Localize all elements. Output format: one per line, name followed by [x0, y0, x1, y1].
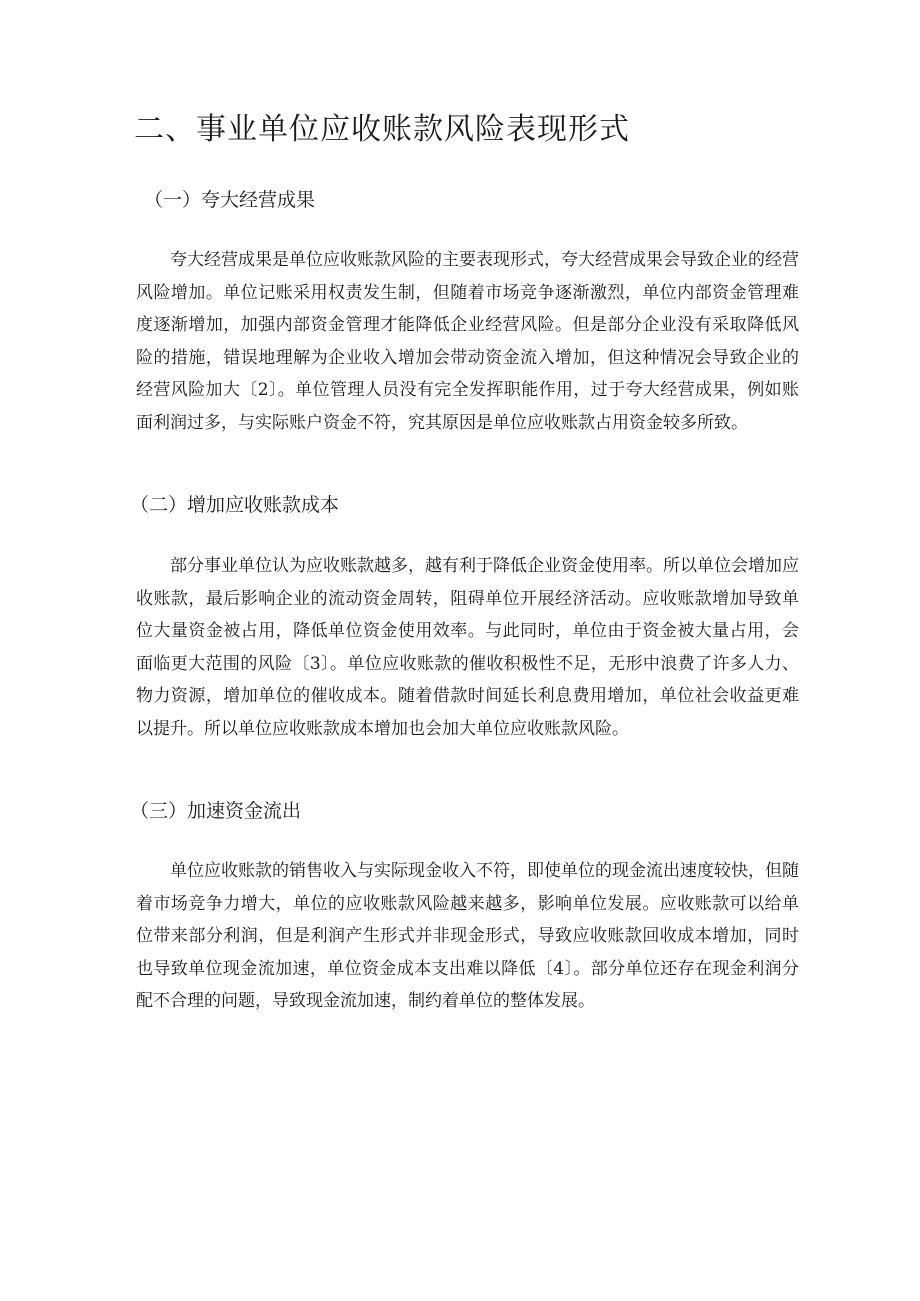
- section-heading-1: （一）夸大经营成果: [144, 189, 316, 211]
- paragraph-line: 度逐渐增加，加强内部资金管理才能降低企业经营风险。但是部分企业没有采取降低风: [136, 315, 799, 336]
- paragraph-line: 面利润过多，与实际账户资金不符，究其原因是单位应收账款占用资金较多所致。: [136, 412, 748, 433]
- paragraph-line: 物力资源，增加单位的催收成本。随着借款时间延长利息费用增加，单位社会收益更难: [136, 686, 799, 707]
- paragraph-line: 位带来部分利润，但是利润产生形式并非现金形式，导致应收账款回收成本增加，同时: [136, 926, 799, 947]
- paragraph-line: 经营风险加大〔2〕。单位管理人员没有完全发挥职能作用，过于夸大经营成果，例如账: [136, 380, 799, 401]
- section-paragraph-2: [136, 550, 799, 746]
- paragraph-line: 单位应收账款的销售收入与实际现金收入不符，即使单位的现金流出速度较快，但随: [170, 861, 799, 881]
- paragraph-line: 部分事业单位认为应收账款越多，越有利于降低企业资金使用率。所以单位会增加应: [170, 556, 799, 576]
- paragraph-line: 也导致单位现金流加速，单位资金成本支出难以降低〔4〕。部分单位还存在现金利润分: [136, 958, 799, 979]
- paragraph-line: 风险增加。单位记账采用权责发生制，但随着市场竞争逐渐激烈，单位内部资金管理难: [136, 282, 799, 303]
- paragraph-line: 险的措施，错误地理解为企业收入增加会带动资金流入增加，但这种情况会导致企业的: [136, 347, 799, 368]
- paragraph-line: 收账款，最后影响企业的流动资金周转，阻碍单位开展经济活动。应收账款增加导致单: [136, 588, 799, 609]
- section-heading-2: （二）增加应收账款成本: [130, 494, 340, 516]
- paragraph-line: 面临更大范围的风险〔3〕。单位应收账款的催收积极性不足，无形中浪费了许多人力、: [136, 653, 799, 674]
- paragraph-line: 以提升。所以单位应收账款成本增加也会加大单位应收账款风险。: [136, 718, 629, 739]
- section-paragraph-1: [136, 244, 799, 440]
- paragraph-line: 着市场竞争力增大，单位的应收账款风险越来越多，影响单位发展。应收账款可以给单: [136, 893, 799, 914]
- section-heading-3: （三）加速资金流出: [130, 800, 302, 822]
- paragraph-line: 配不合理的问题，导致现金流加速，制约着单位的整体发展。: [136, 991, 595, 1012]
- section-paragraph-3: [136, 855, 799, 1018]
- paragraph-line: 位大量资金被占用，降低单位资金使用效率。与此同时，单位由于资金被大量占用，会: [136, 621, 799, 642]
- paragraph-line: 夸大经营成果是单位应收账款风险的主要表现形式，夸大经营成果会导致企业的经营: [170, 250, 799, 270]
- page-title: 二、事业单位应收账款风险表现形式: [134, 112, 630, 147]
